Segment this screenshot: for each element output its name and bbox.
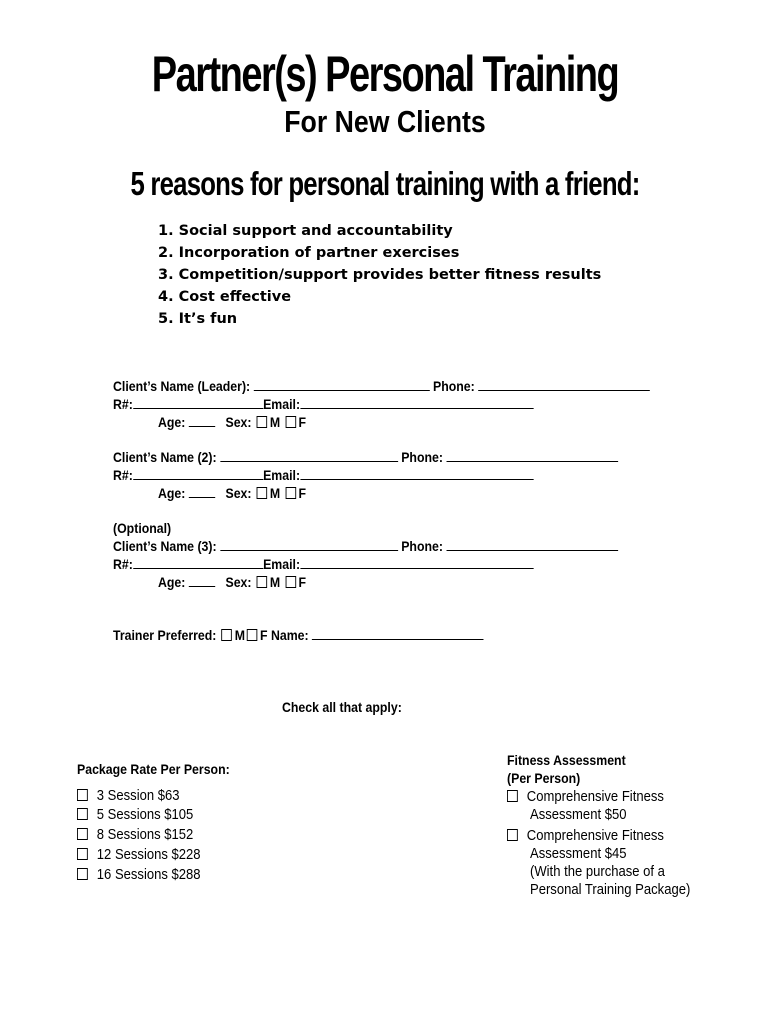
client2-female-checkbox[interactable] <box>285 487 296 499</box>
client2-r-field[interactable] <box>133 467 263 480</box>
trainer-preferred-label: Trainer Preferred: <box>113 627 217 643</box>
client2-name-row <box>113 448 618 466</box>
client3-phone-label: Phone: <box>401 538 443 554</box>
client3-male-checkbox[interactable] <box>257 576 268 588</box>
package-label: 5 Sessions $105 <box>96 807 194 823</box>
reason-item: 2. Incorporation of partner exercises <box>158 245 460 261</box>
client3-r-field[interactable] <box>133 556 263 569</box>
client2-age-row <box>158 484 306 502</box>
reason-item: 1. Social support and accountability <box>158 223 453 239</box>
client3-female-label: F <box>298 574 307 590</box>
client2-name-field[interactable] <box>220 449 398 462</box>
client1-age-label: Age: <box>158 414 186 430</box>
client3-sex-label: Sex: <box>225 574 252 590</box>
page-subtitle: For New Clients <box>284 104 486 139</box>
client2-female-label: F <box>298 485 307 501</box>
client2-phone-field[interactable] <box>446 449 618 462</box>
client2-male-checkbox[interactable] <box>257 487 268 499</box>
reason-item: 5. It’s fun <box>158 311 238 327</box>
assessment-option-label: Comprehensive Fitness <box>526 828 664 844</box>
trainer-row <box>113 626 484 644</box>
client2-male-label: M <box>269 485 281 501</box>
reasons-list <box>158 220 601 330</box>
client1-male-label: M <box>269 414 281 430</box>
client3-email-field[interactable] <box>300 556 533 569</box>
package-heading: Package Rate Per Person: <box>77 761 230 777</box>
client3-name-label: Client’s Name (3): <box>113 538 217 554</box>
assessment-option-2[interactable] <box>507 827 664 845</box>
check-all-label: Check all that apply: <box>282 699 402 715</box>
package-label: 3 Session $63 <box>96 788 180 804</box>
assessment-option-1[interactable] <box>507 788 664 806</box>
client1-sex-label: Sex: <box>225 414 252 430</box>
assessment-checkbox[interactable] <box>507 790 518 802</box>
client1-name-field[interactable] <box>254 378 430 391</box>
client1-female-checkbox[interactable] <box>285 416 296 428</box>
assessment-option-price: Assessment $50 <box>530 807 627 823</box>
client1-female-label: F <box>298 414 307 430</box>
package-option[interactable] <box>77 846 201 864</box>
client2-sex-label: Sex: <box>225 485 252 501</box>
client1-age-field[interactable] <box>189 414 215 427</box>
client3-female-checkbox[interactable] <box>285 576 296 588</box>
assessment-heading: Fitness Assessment <box>507 752 626 768</box>
client1-email-label: Email: <box>263 396 301 412</box>
client3-email-label: Email: <box>263 556 301 572</box>
page-title: Partner(s) Personal Training <box>151 46 619 102</box>
client3-age-field[interactable] <box>189 574 215 587</box>
package-option[interactable] <box>77 787 180 805</box>
package-checkbox[interactable] <box>77 808 88 820</box>
client2-phone-label: Phone: <box>401 449 443 465</box>
client1-phone-field[interactable] <box>478 378 650 391</box>
assessment-option-price: Assessment $45 <box>530 846 627 862</box>
client1-name-row <box>113 377 650 395</box>
client2-age-field[interactable] <box>189 485 215 498</box>
trainer-name-label: F Name: <box>260 627 309 643</box>
client1-male-checkbox[interactable] <box>257 416 268 428</box>
client3-male-label: M <box>269 574 281 590</box>
client1-r-field[interactable] <box>133 396 263 409</box>
client3-name-row <box>113 537 618 555</box>
reasons-headline: 5 reasons for personal training with a friend: <box>130 165 640 202</box>
client2-email-field[interactable] <box>300 467 533 480</box>
package-label: 12 Sessions $228 <box>96 847 201 863</box>
package-checkbox[interactable] <box>77 789 88 801</box>
assessment-checkbox[interactable] <box>507 829 518 841</box>
reason-item: 4. Cost effective <box>158 289 292 305</box>
client1-r-row <box>113 395 533 413</box>
client1-phone-label: Phone: <box>433 378 475 394</box>
client3-r-row <box>113 555 533 573</box>
package-checkbox[interactable] <box>77 868 88 880</box>
trainer-female-checkbox[interactable] <box>247 629 258 641</box>
client2-r-label: R#: <box>113 467 133 483</box>
assessment-option-note: (With the purchase of a <box>530 864 665 880</box>
client3-phone-field[interactable] <box>446 538 618 551</box>
assessment-subheading: (Per Person) <box>507 770 581 786</box>
client3-r-label: R#: <box>113 556 133 572</box>
client2-r-row <box>113 466 533 484</box>
client3-age-row <box>158 573 306 591</box>
client1-age-row <box>158 413 306 431</box>
reason-item: 3. Competition/support provides better fitness results <box>158 267 602 283</box>
client3-name-field[interactable] <box>220 538 398 551</box>
trainer-name-field[interactable] <box>312 627 484 640</box>
client1-name-label: Client’s Name (Leader): <box>113 378 251 394</box>
client3-age-label: Age: <box>158 574 186 590</box>
assessment-option-note: Personal Training Package) <box>530 882 691 898</box>
package-label: 8 Sessions $152 <box>96 827 194 843</box>
trainer-male-checkbox[interactable] <box>222 629 233 641</box>
trainer-male-label: M <box>234 627 246 643</box>
client1-email-field[interactable] <box>300 396 533 409</box>
client2-name-label: Client’s Name (2): <box>113 449 217 465</box>
package-checkbox[interactable] <box>77 828 88 840</box>
assessment-option-label: Comprehensive Fitness <box>526 789 664 805</box>
client1-r-label: R#: <box>113 396 133 412</box>
package-option[interactable] <box>77 806 193 824</box>
package-checkbox[interactable] <box>77 848 88 860</box>
client3-optional-label: (Optional) <box>113 520 172 536</box>
client2-email-label: Email: <box>263 467 301 483</box>
package-option[interactable] <box>77 866 201 884</box>
package-label: 16 Sessions $288 <box>96 867 201 883</box>
client2-age-label: Age: <box>158 485 186 501</box>
package-option[interactable] <box>77 826 193 844</box>
